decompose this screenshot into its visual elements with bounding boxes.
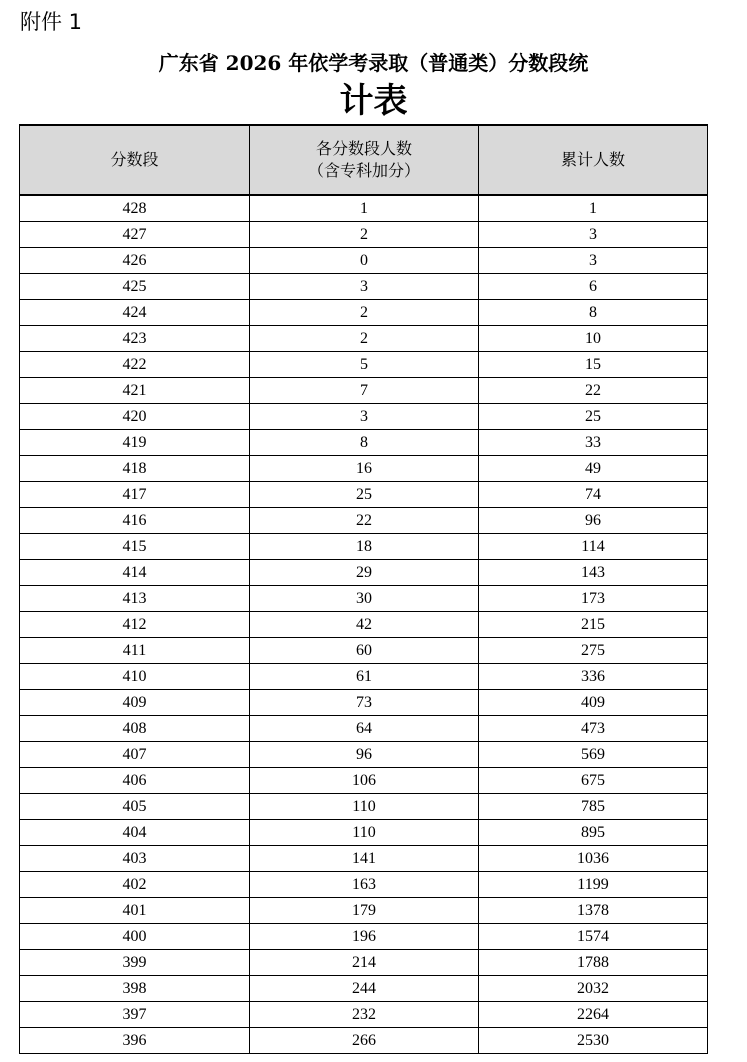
cell-cumulative: 1199 <box>479 872 708 898</box>
cell-count: 7 <box>250 378 479 404</box>
table-row <box>20 742 708 768</box>
cell-cumulative: 173 <box>479 586 708 612</box>
cell-cumulative: 3 <box>479 222 708 248</box>
cell-cumulative: 22 <box>479 378 708 404</box>
cell-cumulative: 336 <box>479 664 708 690</box>
cell-cumulative: 15 <box>479 352 708 378</box>
cell-score: 409 <box>20 690 250 716</box>
cell-score: 416 <box>20 508 250 534</box>
cell-count: 73 <box>250 690 479 716</box>
cell-score: 421 <box>20 378 250 404</box>
table-row <box>20 430 708 456</box>
table-row <box>20 352 708 378</box>
table-row <box>20 508 708 534</box>
cell-score: 406 <box>20 768 250 794</box>
cell-score: 402 <box>20 872 250 898</box>
cell-score: 412 <box>20 612 250 638</box>
table-row <box>20 716 708 742</box>
cell-count: 8 <box>250 430 479 456</box>
table-body <box>20 195 708 1054</box>
table-row <box>20 872 708 898</box>
table-row <box>20 950 708 976</box>
cell-cumulative: 10 <box>479 326 708 352</box>
cell-count: 232 <box>250 1002 479 1028</box>
table-row <box>20 898 708 924</box>
table-row <box>20 274 708 300</box>
column-header-count <box>250 125 479 195</box>
table-row <box>20 794 708 820</box>
table-row <box>20 560 708 586</box>
cell-cumulative: 569 <box>479 742 708 768</box>
cell-count: 18 <box>250 534 479 560</box>
cell-cumulative: 473 <box>479 716 708 742</box>
table-row <box>20 195 708 222</box>
table-row <box>20 586 708 612</box>
table-row <box>20 326 708 352</box>
table-row <box>20 1002 708 1028</box>
table-row <box>20 690 708 716</box>
cell-score: 423 <box>20 326 250 352</box>
cell-cumulative: 895 <box>479 820 708 846</box>
cell-score: 426 <box>20 248 250 274</box>
cell-cumulative: 25 <box>479 404 708 430</box>
page-title <box>0 44 747 120</box>
cell-count: 106 <box>250 768 479 794</box>
cell-count: 60 <box>250 638 479 664</box>
cell-cumulative: 114 <box>479 534 708 560</box>
cell-count: 22 <box>250 508 479 534</box>
cell-count: 214 <box>250 950 479 976</box>
table-row <box>20 638 708 664</box>
table-header-row <box>20 125 708 195</box>
cell-score: 415 <box>20 534 250 560</box>
cell-count: 110 <box>250 794 479 820</box>
cell-count: 5 <box>250 352 479 378</box>
cell-cumulative: 2530 <box>479 1028 708 1054</box>
cell-score: 397 <box>20 1002 250 1028</box>
table-row <box>20 924 708 950</box>
cell-score: 414 <box>20 560 250 586</box>
column-header-score: 分数段 <box>20 125 250 195</box>
cell-score: 410 <box>20 664 250 690</box>
cell-score: 404 <box>20 820 250 846</box>
table-row <box>20 404 708 430</box>
cell-count: 244 <box>250 976 479 1002</box>
cell-score: 399 <box>20 950 250 976</box>
page-title-line-2: 计表 <box>339 81 408 121</box>
table-row <box>20 222 708 248</box>
cell-count: 30 <box>250 586 479 612</box>
table-row <box>20 820 708 846</box>
cell-count: 25 <box>250 482 479 508</box>
cell-count: 1 <box>250 195 479 222</box>
cell-cumulative: 1378 <box>479 898 708 924</box>
cell-score: 419 <box>20 430 250 456</box>
table-row <box>20 300 708 326</box>
cell-cumulative: 96 <box>479 508 708 534</box>
cell-score: 422 <box>20 352 250 378</box>
score-distribution-table <box>19 124 708 1054</box>
table-row <box>20 976 708 1002</box>
cell-score: 413 <box>20 586 250 612</box>
table-row <box>20 768 708 794</box>
cell-cumulative: 1 <box>479 195 708 222</box>
cell-cumulative: 2264 <box>479 1002 708 1028</box>
table-row <box>20 378 708 404</box>
cell-count: 196 <box>250 924 479 950</box>
cell-count: 96 <box>250 742 479 768</box>
column-header-cumulative: 累计人数 <box>479 125 708 195</box>
cell-count: 2 <box>250 300 479 326</box>
cell-cumulative: 6 <box>479 274 708 300</box>
cell-count: 3 <box>250 274 479 300</box>
cell-score: 405 <box>20 794 250 820</box>
cell-count: 2 <box>250 222 479 248</box>
cell-cumulative: 409 <box>479 690 708 716</box>
table-row <box>20 1028 708 1054</box>
table-header <box>20 125 708 195</box>
cell-score: 428 <box>20 195 250 222</box>
cell-cumulative: 1788 <box>479 950 708 976</box>
column-header-count-line-1: 各分数段人数 <box>315 139 412 158</box>
cell-score: 398 <box>20 976 250 1002</box>
cell-cumulative: 1574 <box>479 924 708 950</box>
cell-count: 141 <box>250 846 479 872</box>
cell-cumulative: 275 <box>479 638 708 664</box>
cell-score: 427 <box>20 222 250 248</box>
cell-count: 179 <box>250 898 479 924</box>
cell-score: 401 <box>20 898 250 924</box>
cell-cumulative: 49 <box>479 456 708 482</box>
page-title-line-1: 广东省 2026 年依学考录取（普通类）分数段统 <box>158 51 589 75</box>
cell-count: 163 <box>250 872 479 898</box>
cell-count: 29 <box>250 560 479 586</box>
cell-cumulative: 785 <box>479 794 708 820</box>
cell-score: 408 <box>20 716 250 742</box>
cell-cumulative: 1036 <box>479 846 708 872</box>
table-row <box>20 846 708 872</box>
cell-count: 64 <box>250 716 479 742</box>
cell-score: 420 <box>20 404 250 430</box>
cell-count: 61 <box>250 664 479 690</box>
table-row <box>20 534 708 560</box>
column-header-count-line-2: （含专科加分） <box>307 161 420 180</box>
cell-cumulative: 8 <box>479 300 708 326</box>
cell-count: 16 <box>250 456 479 482</box>
cell-score: 411 <box>20 638 250 664</box>
cell-count: 0 <box>250 248 479 274</box>
cell-score: 407 <box>20 742 250 768</box>
table-row <box>20 456 708 482</box>
cell-count: 2 <box>250 326 479 352</box>
cell-score: 424 <box>20 300 250 326</box>
cell-cumulative: 675 <box>479 768 708 794</box>
cell-count: 42 <box>250 612 479 638</box>
cell-score: 425 <box>20 274 250 300</box>
table-row <box>20 664 708 690</box>
cell-cumulative: 74 <box>479 482 708 508</box>
cell-count: 3 <box>250 404 479 430</box>
cell-cumulative: 143 <box>479 560 708 586</box>
table-row <box>20 482 708 508</box>
cell-cumulative: 33 <box>479 430 708 456</box>
cell-cumulative: 215 <box>479 612 708 638</box>
table-row <box>20 612 708 638</box>
cell-cumulative: 3 <box>479 248 708 274</box>
cell-count: 266 <box>250 1028 479 1054</box>
cell-score: 396 <box>20 1028 250 1054</box>
cell-score: 403 <box>20 846 250 872</box>
table-row <box>20 248 708 274</box>
cell-cumulative: 2032 <box>479 976 708 1002</box>
cell-score: 417 <box>20 482 250 508</box>
cell-count: 110 <box>250 820 479 846</box>
cell-score: 400 <box>20 924 250 950</box>
attachment-label: 附件 1 <box>20 10 83 34</box>
cell-score: 418 <box>20 456 250 482</box>
